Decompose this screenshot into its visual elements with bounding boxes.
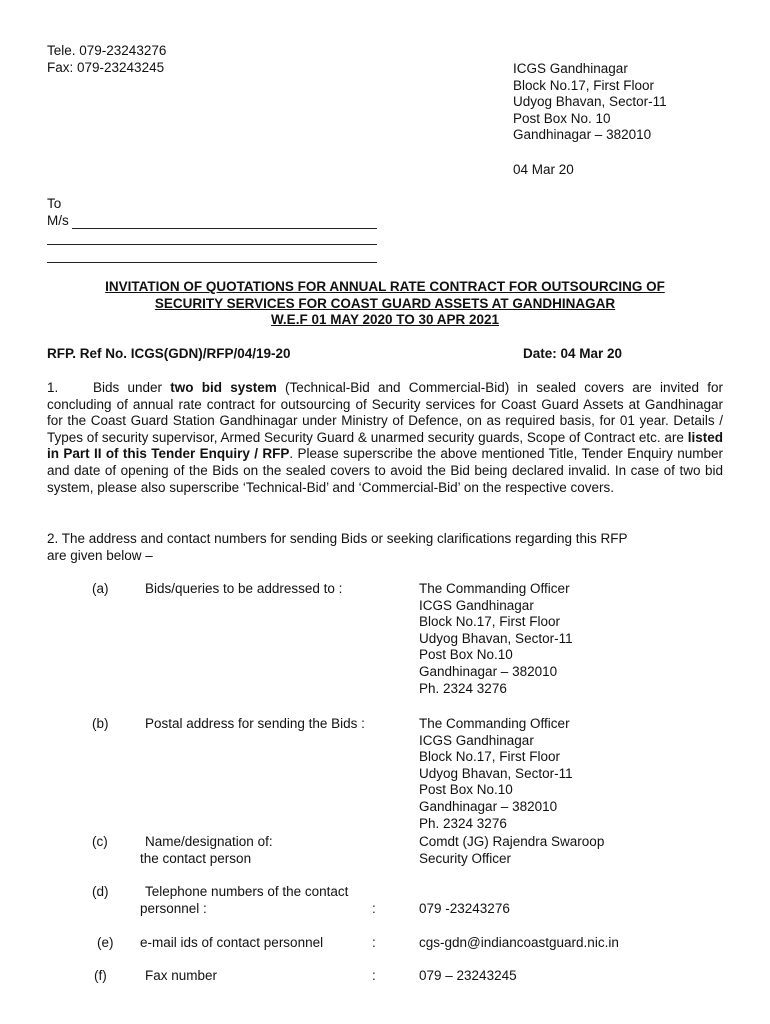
- description-line: personnel :: [140, 900, 207, 916]
- item-description: Bids/queries to be addressed to :: [145, 581, 343, 596]
- address-line: Block No.17, First Floor: [513, 77, 655, 93]
- value-line: Post Box No.10: [419, 647, 513, 663]
- item-description: [140, 884, 348, 917]
- colon-separator: :: [372, 901, 376, 916]
- item-value: [419, 834, 604, 867]
- paragraph-text: (Technical-Bid and Commercial-Bid) in sealed covers are invited for concluding of annual rate contract for outsourcing of Security services for Coast Guard Assets at Gandhinagar for the Coast Guard Station Gandhinagar under Ministry of Defence, on as required basis, for 01 year. Details / Types of security supervisor, Armed Security Guard & unarmed security guards, Scope of Contract etc. are: [47, 380, 723, 445]
- value-line: Post Box No.10: [419, 782, 513, 798]
- description-line: the contact person: [140, 850, 252, 866]
- ms-label: M/s: [47, 212, 69, 228]
- rfp-date: Date: 04 Mar 20: [523, 346, 623, 361]
- value-line: The Commanding Officer: [419, 581, 570, 596]
- item-label: (c): [92, 834, 108, 849]
- item-value: cgs-gdn@indiancoastguard.nic.in: [419, 935, 619, 950]
- value-line: Gandhinagar – 382010: [419, 798, 558, 814]
- value-line: Block No.17, First Floor: [419, 749, 561, 765]
- recipient-blank-line: [47, 229, 377, 245]
- value-line: ICGS Gandhinagar: [419, 732, 534, 748]
- paragraph-text: Bids under: [93, 380, 171, 395]
- fax-line: Fax: 079-23243245: [47, 59, 165, 75]
- bold-text: two bid system: [170, 380, 277, 395]
- contact-header: [47, 43, 166, 76]
- title-line: W.E.F 01 MAY 2020 TO 30 APR 2021: [270, 312, 500, 328]
- recipient-block: [47, 196, 377, 264]
- paragraph-2: [47, 531, 723, 564]
- title-line: INVITATION OF QUOTATIONS FOR ANNUAL RATE CONTRACT FOR OUTSOURCING OF: [105, 279, 665, 294]
- item-value: 079 -23243276: [419, 901, 510, 916]
- address-line: Gandhinagar – 382010: [513, 127, 652, 143]
- ms-row: [47, 213, 377, 230]
- title-line: SECURITY SERVICES FOR COAST GUARD ASSETS AT GANDHINAGAR: [154, 295, 616, 311]
- contact-name: Comdt (JG) Rajendra Swaroop: [419, 834, 605, 849]
- value-line: ICGS Gandhinagar: [419, 597, 534, 613]
- description-line: Name/designation of:: [145, 834, 273, 849]
- recipient-blank-line: [47, 247, 377, 263]
- value-line: Gandhinagar – 382010: [419, 663, 558, 679]
- colon-separator: :: [372, 968, 376, 983]
- description-line: Telephone numbers of the contact: [145, 884, 349, 899]
- contact-designation: Security Officer: [419, 850, 512, 866]
- item-value: [419, 716, 573, 832]
- paragraph-line: 2. The address and contact numbers for sending Bids or seeking clarifications regarding this RFP: [47, 531, 628, 546]
- item-label: (d): [92, 884, 109, 899]
- telephone-line: Tele. 079-23243276: [47, 43, 167, 58]
- value-line: Ph. 2324 3276: [419, 680, 507, 696]
- value-line: Block No.17, First Floor: [419, 614, 561, 630]
- item-label: (b): [92, 716, 109, 731]
- value-line: Udyog Bhavan, Sector-11: [419, 765, 573, 781]
- item-description: Postal address for sending the Bids :: [145, 716, 365, 731]
- value-line: The Commanding Officer: [419, 716, 570, 731]
- colon-separator: :: [372, 935, 376, 950]
- rfp-reference: RFP. Ref No. ICGS(GDN)/RFP/04/19-20: [47, 346, 291, 361]
- address-line: Udyog Bhavan, Sector-11: [513, 94, 667, 110]
- value-line: Udyog Bhavan, Sector-11: [419, 630, 573, 646]
- address-line: ICGS Gandhinagar: [513, 61, 628, 76]
- recipient-blank-line: [72, 215, 377, 229]
- document-title: [40, 279, 730, 329]
- item-label: (e): [97, 935, 114, 950]
- item-description: [140, 834, 273, 867]
- item-label: (f): [94, 968, 107, 983]
- item-label: (a): [92, 581, 109, 596]
- item-description: e-mail ids of contact personnel: [140, 935, 324, 950]
- letter-date: 04 Mar 20: [513, 162, 574, 177]
- item-description: Fax number: [145, 968, 218, 983]
- item-value: 079 – 23243245: [419, 968, 517, 983]
- to-label: To: [47, 196, 62, 211]
- paragraph-1: [47, 380, 723, 496]
- paragraph-text: . Please superscribe the above mentioned Title, Tender Enquiry number and date of opening of the Bids on the sealed covers to avoid the Bid being declared invalid. In case of two bid system, please also superscribe ‘Technical-Bid’ and ‘Commercial-Bid’ on the respective covers.: [47, 446, 724, 495]
- value-line: Ph. 2324 3276: [419, 815, 507, 831]
- bold-text: listed in Part II of this Tender Enquiry / RFP: [47, 429, 723, 462]
- address-line: Post Box No. 10: [513, 110, 611, 126]
- item-value: [419, 581, 573, 697]
- paragraph-line: are given below –: [47, 547, 153, 563]
- sender-address: [513, 61, 667, 144]
- paragraph-number: 1.: [47, 380, 59, 395]
